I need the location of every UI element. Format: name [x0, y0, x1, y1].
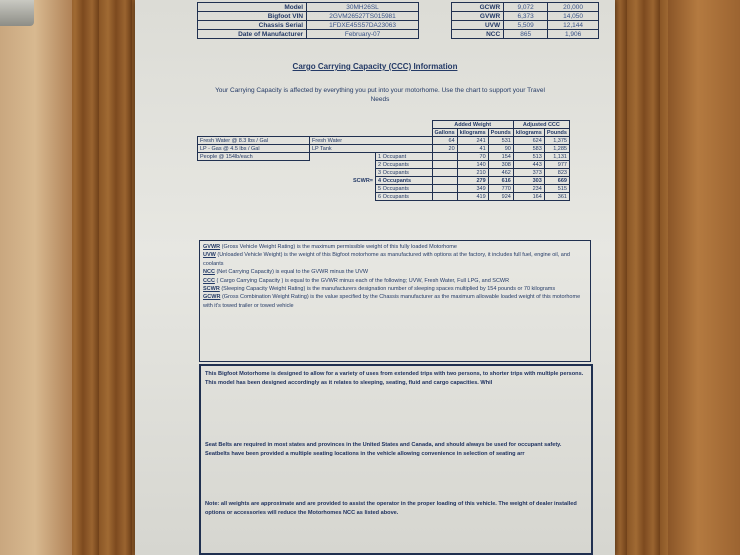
row-item: 6 Occupants — [376, 193, 433, 201]
rating-kg: 5,509 — [504, 21, 548, 30]
row-lb: 308 — [488, 161, 513, 169]
row-kg: 140 — [457, 161, 488, 169]
cargo-capacity-label — [135, 0, 615, 555]
definition-term: UVW — [203, 252, 216, 259]
spec-label: Bigfoot VIN — [198, 12, 307, 21]
definition-item — [203, 285, 587, 293]
weight-disclaimer: Note: all weights are approximate and are provided to assist the operator in the proper loading of this vehicle. The weight of dealer installed options or accessories will reduce the Motorhomes NCC as listed above. — [205, 501, 577, 516]
definition-term: CCC — [203, 277, 215, 284]
definition-text: ( Cargo Carrying Capacity ) is equal to the GVWR minus each of the following; UVW, Fresh Water, Full LPG, and SCWR — [216, 277, 510, 284]
spec-value: 1FDXE45S57DA23063 — [307, 21, 419, 30]
row-gallons — [432, 177, 457, 185]
definition-text: (Net Carrying Capacity) is equal to the GVWR minus the UVW — [216, 269, 369, 276]
spacer — [310, 185, 376, 193]
spec-row — [198, 30, 419, 39]
row-lb: 90 — [488, 145, 513, 153]
definition-term: GVWR — [203, 244, 221, 250]
definition-text: (Sleeping Capacity Weight Rating) is the manufacturers designation number of sleeping spaces multiplied by 154 pounds or 70 kilograms — [221, 286, 556, 293]
scwr-label: SCWR= — [352, 177, 373, 184]
row-adj-lb: 669 — [544, 177, 569, 185]
definition-item — [203, 243, 587, 251]
spec-value: 2GVM26527TS015981 — [307, 12, 419, 21]
definition-term: NCC — [203, 269, 215, 276]
row-lb: 770 — [488, 185, 513, 193]
row-adj-lb: 515 — [544, 185, 569, 193]
table-row — [198, 153, 570, 161]
row-gallons — [432, 161, 457, 169]
table-row — [198, 185, 570, 193]
row-item: LP Tank — [310, 145, 433, 153]
row-adj-lb: 1,131 — [544, 153, 569, 161]
spec-value: February-07 — [307, 30, 419, 39]
rating-label: UVW — [452, 21, 504, 30]
door-trim-left — [0, 0, 72, 555]
spacer — [198, 177, 310, 185]
row-adj-kg: 583 — [513, 145, 544, 153]
ccc-group-header — [198, 121, 570, 129]
spacer — [198, 193, 310, 201]
rating-row — [452, 12, 599, 21]
rating-kg: 6,373 — [504, 12, 548, 21]
spec-label: Date of Manufacturer — [198, 30, 307, 39]
row-adj-lb: 1,375 — [544, 137, 569, 145]
usage-notes-box — [199, 364, 593, 555]
spacer — [376, 121, 433, 129]
row-lb: 531 — [488, 137, 513, 145]
spacer — [376, 129, 433, 137]
row-adj-lb: 823 — [544, 169, 569, 177]
rating-lb: 1,906 — [548, 30, 599, 39]
spec-row — [198, 21, 419, 30]
rating-row — [452, 30, 599, 39]
row-item: 3 Occupants — [376, 169, 433, 177]
rating-row — [452, 3, 599, 12]
row-gallons — [432, 153, 457, 161]
rating-row — [452, 21, 599, 30]
spacer — [198, 129, 310, 137]
rating-kg: 9,072 — [504, 3, 548, 12]
usage-note: This Bigfoot Motorhome is designed to allow for a variety of uses from extended trips with two persons, to shorter trips with multiple persons. This model has been designed accordingly as it relates to sleeping, seating, fluid and cargo capacities. Whil — [205, 371, 584, 386]
definition-text: (Gross Vehicle Weight Rating) is the maximum permissible weight of this fully loaded Motorhome — [221, 244, 457, 250]
row-gallons: 20 — [432, 145, 457, 153]
row-desc: Fresh Water @ 8.3 lbs / Gal — [198, 137, 310, 145]
definition-text: (Gross Combination Weight Rating) is the value specified by the Chassis manufacturer as the maximum allowable loaded weight of this motorhome with it's towed trailer or towed vehicle — [203, 294, 581, 309]
row-gallons — [432, 185, 457, 193]
rating-label: GCWR — [452, 3, 504, 12]
spec-label: Chassis Serial — [198, 21, 307, 30]
table-row — [198, 137, 570, 145]
row-adj-kg: 164 — [513, 193, 544, 201]
definition-item — [203, 277, 587, 285]
col-pounds: Pounds — [488, 129, 513, 137]
weight-rating-table — [451, 2, 599, 39]
col-adj-pounds: Pounds — [544, 129, 569, 137]
rating-label: NCC — [452, 30, 504, 39]
table-row — [198, 169, 570, 177]
row-adj-kg: 303 — [513, 177, 544, 185]
table-row — [198, 161, 570, 169]
row-gallons — [432, 169, 457, 177]
definition-term: GCWR — [203, 294, 221, 301]
spacer — [198, 185, 310, 193]
row-kg: 70 — [457, 153, 488, 161]
col-gallons: Gallons — [432, 129, 457, 137]
row-kg: 210 — [457, 169, 488, 177]
definition-text: (Unloaded Vehicle Weight) is the weight of this Bigfoot motorhome as manufactured with options at the factory, it includes full fuel, engine oil, and coolants — [203, 252, 570, 267]
intro-text: Your Carrying Capacity is affected by everything you put into your motorhome. Use the chart to support your Travel Needs — [215, 87, 545, 103]
spec-row — [198, 3, 419, 12]
spacer — [205, 458, 587, 500]
spacer — [205, 387, 587, 441]
row-item: 2 Occupants — [376, 161, 433, 169]
row-lb: 462 — [488, 169, 513, 177]
spacer — [198, 161, 310, 169]
row-kg: 419 — [457, 193, 488, 201]
row-lb: 616 — [488, 177, 513, 185]
spacer — [310, 161, 376, 169]
row-kg: 279 — [457, 177, 488, 185]
ccc-col-header — [198, 129, 570, 137]
table-row — [198, 193, 570, 201]
spacer — [310, 193, 376, 201]
row-kg: 41 — [457, 145, 488, 153]
row-adj-kg: 234 — [513, 185, 544, 193]
col-kilograms: kilograms — [457, 129, 488, 137]
spacer — [310, 129, 376, 137]
definition-item — [203, 293, 587, 310]
rating-lb: 12,144 — [548, 21, 599, 30]
table-row — [198, 145, 570, 153]
spacer — [310, 121, 376, 129]
rating-kg: 865 — [504, 30, 548, 39]
row-desc: LP - Gas @ 4.5 lbs / Gal — [198, 145, 310, 153]
row-item: Fresh Water — [310, 137, 433, 145]
row-item: 5 Occupants — [376, 185, 433, 193]
section-title: Cargo Carrying Capacity (CCC) Information — [292, 62, 458, 71]
row-adj-kg: 373 — [513, 169, 544, 177]
row-lb: 154 — [488, 153, 513, 161]
row-gallons — [432, 193, 457, 201]
row-adj-kg: 624 — [513, 137, 544, 145]
row-adj-kg: 513 — [513, 153, 544, 161]
door-trim-right — [668, 0, 740, 555]
row-item: 1 Occupant — [376, 153, 433, 161]
spec-row — [198, 12, 419, 21]
hinge — [0, 0, 34, 26]
row-adj-lb: 977 — [544, 161, 569, 169]
row-desc: People @ 154lb/each — [198, 153, 310, 161]
ccc-table — [197, 120, 570, 201]
row-kg: 349 — [457, 185, 488, 193]
spacer — [310, 153, 376, 161]
row-lb: 924 — [488, 193, 513, 201]
row-adj-kg: 443 — [513, 161, 544, 169]
rating-lb: 14,050 — [548, 12, 599, 21]
rating-lb: 20,000 — [548, 3, 599, 12]
spacer — [310, 169, 376, 177]
row-kg: 241 — [457, 137, 488, 145]
definitions-box — [199, 240, 591, 362]
spec-value: 30MH26SL — [307, 3, 419, 12]
added-weight-header: Added Weight — [432, 121, 513, 129]
spec-label: Model — [198, 3, 307, 12]
row-adj-lb: 361 — [544, 193, 569, 201]
definition-item — [203, 251, 587, 268]
table-row — [198, 177, 570, 185]
seatbelt-note: Seat Belts are required in most states and provinces in the United States and Canada, and should always be used for occupant safety. Seatbelts have been provided a multiple seating locations in the vehicle allowing convenience in selection of seating arr — [205, 442, 562, 457]
adjusted-ccc-header: Adjusted CCC — [513, 121, 569, 129]
vehicle-spec-table — [197, 2, 419, 39]
row-item: 4 Occupants — [376, 177, 433, 185]
row-gallons: 64 — [432, 137, 457, 145]
spacer — [198, 121, 310, 129]
col-adj-kilograms: kilograms — [513, 129, 544, 137]
spacer — [198, 169, 310, 177]
definition-item — [203, 268, 587, 276]
row-adj-lb: 1,285 — [544, 145, 569, 153]
definition-term: SCWR — [203, 286, 220, 293]
rating-label: GVWR — [452, 12, 504, 21]
